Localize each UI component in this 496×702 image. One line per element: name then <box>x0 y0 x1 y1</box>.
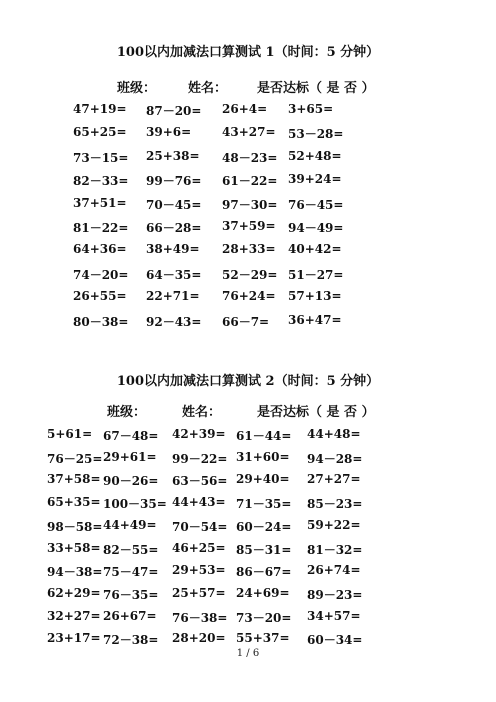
math-problem: 60－34= <box>307 633 363 648</box>
math-problem: 70－54= <box>172 519 228 534</box>
name-label: 姓名： <box>182 405 222 420</box>
math-problem: 25+38= <box>146 148 200 163</box>
math-problem: 61－22= <box>222 174 278 189</box>
problem-row <box>0 472 496 490</box>
math-problem: 76－38= <box>172 610 228 625</box>
math-problem: 100－35= <box>103 497 167 512</box>
math-problem: 44+48= <box>307 427 361 441</box>
math-problem: 59+22= <box>307 517 361 532</box>
math-problem: 53－28= <box>288 127 344 142</box>
math-problem: 99－22= <box>172 451 228 466</box>
math-problem: 76－45= <box>288 197 344 212</box>
test-2-title: 100以内加减法口算测试 2（时间：5 分钟） <box>116 374 380 389</box>
math-problem: 65+25= <box>73 125 127 140</box>
math-problem: 44+49= <box>103 517 157 532</box>
math-problem: 25+57= <box>172 585 226 600</box>
math-problem: 75－47= <box>103 565 159 580</box>
math-problem: 86－67= <box>236 565 292 580</box>
math-problem: 33+58= <box>47 540 101 555</box>
problem-row <box>0 518 496 536</box>
problem-row <box>0 219 496 237</box>
problem-row <box>0 541 496 559</box>
problem-row <box>0 289 496 307</box>
math-problem: 3+65= <box>288 102 334 116</box>
class-label: 班级： <box>117 81 157 96</box>
math-problem: 66－7= <box>222 314 270 329</box>
math-problem: 62+29= <box>47 585 101 600</box>
problem-row <box>0 196 496 214</box>
math-problem: 92－43= <box>146 314 202 329</box>
math-problem: 32+27= <box>47 608 101 623</box>
math-problem: 89－23= <box>307 587 363 602</box>
problem-row <box>0 102 496 120</box>
math-problem: 29+53= <box>172 563 226 578</box>
pass-label: 是否达标（ 是 否 ） <box>257 405 375 420</box>
math-problem: 28+33= <box>222 242 276 257</box>
problem-row <box>0 172 496 190</box>
math-problem: 36+47= <box>288 312 342 327</box>
math-problem: 38+49= <box>146 242 200 257</box>
math-problem: 98－58= <box>47 519 103 534</box>
math-problem: 28+20= <box>172 631 226 646</box>
math-problem: 71－35= <box>236 497 292 512</box>
math-problem: 70－45= <box>146 197 202 212</box>
pass-label: 是否达标（ 是 否 ） <box>257 81 375 96</box>
name-label: 姓名： <box>188 81 228 96</box>
problem-row <box>0 125 496 143</box>
math-problem: 67－48= <box>103 429 159 443</box>
math-problem: 29+61= <box>103 449 157 464</box>
math-problem: 57+13= <box>288 289 342 304</box>
problem-row <box>0 563 496 581</box>
math-problem: 85－31= <box>236 542 292 557</box>
math-problem: 24+69= <box>236 585 290 600</box>
math-problem: 82－33= <box>73 174 129 189</box>
math-problem: 37+59= <box>222 219 276 233</box>
math-problem: 40+42= <box>288 242 342 257</box>
math-problem: 94－28= <box>307 451 363 466</box>
math-problem: 5+61= <box>47 427 93 441</box>
problem-row <box>0 631 496 649</box>
math-problem: 26+4= <box>222 102 268 116</box>
math-problem: 66－28= <box>146 221 202 235</box>
math-problem: 27+27= <box>307 472 361 487</box>
math-problem: 87－20= <box>146 104 202 118</box>
math-problem: 61－44= <box>236 429 292 443</box>
math-problem: 26+67= <box>103 608 157 623</box>
math-problem: 81－32= <box>307 542 363 557</box>
problem-row <box>0 149 496 167</box>
math-problem: 72－38= <box>103 633 159 648</box>
math-problem: 76－35= <box>103 587 159 602</box>
math-problem: 94－38= <box>47 565 103 580</box>
math-problem: 34+57= <box>307 608 361 623</box>
math-problem: 26+55= <box>73 289 127 304</box>
math-problem: 43+27= <box>222 125 276 140</box>
math-problem: 47+19= <box>73 102 127 116</box>
problem-row <box>0 586 496 604</box>
math-problem: 64+36= <box>73 242 127 257</box>
math-problem: 23+17= <box>47 631 101 646</box>
math-problem: 39+6= <box>146 125 192 140</box>
math-problem: 42+39= <box>172 427 226 441</box>
math-problem: 65+35= <box>47 495 101 510</box>
math-problem: 22+71= <box>146 289 200 304</box>
math-problem: 82－55= <box>103 542 159 557</box>
math-problem: 85－23= <box>307 497 363 512</box>
math-problem: 90－26= <box>103 474 159 489</box>
problem-row <box>0 313 496 331</box>
problem-row <box>0 495 496 513</box>
problem-row <box>0 266 496 284</box>
math-problem: 29+40= <box>236 472 290 487</box>
math-problem: 31+60= <box>236 449 290 464</box>
problem-row <box>0 450 496 468</box>
math-problem: 37+51= <box>73 195 127 210</box>
math-problem: 48－23= <box>222 150 278 165</box>
math-problem: 46+25= <box>172 540 226 555</box>
math-problem: 73－20= <box>236 610 292 625</box>
test-1-title: 100以内加减法口算测试 1（时间：5 分钟） <box>116 45 380 60</box>
math-problem: 81－22= <box>73 221 129 235</box>
class-label: 班级： <box>107 405 147 420</box>
math-problem: 99－76= <box>146 174 202 189</box>
math-problem: 26+74= <box>307 563 361 578</box>
math-problem: 44+43= <box>172 495 226 510</box>
math-problem: 63－56= <box>172 474 228 489</box>
math-problem: 52+48= <box>288 148 342 163</box>
math-problem: 80－38= <box>73 314 129 329</box>
math-problem: 37+58= <box>47 472 101 487</box>
math-problem: 97－30= <box>222 197 278 212</box>
test-2-info-line <box>0 401 496 419</box>
math-problem: 94－49= <box>288 221 344 235</box>
problem-row <box>0 609 496 627</box>
problem-row <box>0 427 496 445</box>
math-problem: 76－25= <box>47 451 103 466</box>
math-problem: 73－15= <box>73 150 129 165</box>
problem-row <box>0 242 496 260</box>
math-problem: 51－27= <box>288 267 344 282</box>
math-problem: 39+24= <box>288 172 342 187</box>
math-problem: 74－20= <box>73 267 129 282</box>
math-problem: 60－24= <box>236 519 292 534</box>
math-problem: 64－35= <box>146 267 202 282</box>
math-problem: 76+24= <box>222 289 276 304</box>
math-problem: 55+37= <box>236 631 290 646</box>
page-number: 1 / 6 <box>236 648 260 659</box>
test-1-info-line <box>0 77 496 95</box>
math-problem: 52－29= <box>222 267 278 282</box>
